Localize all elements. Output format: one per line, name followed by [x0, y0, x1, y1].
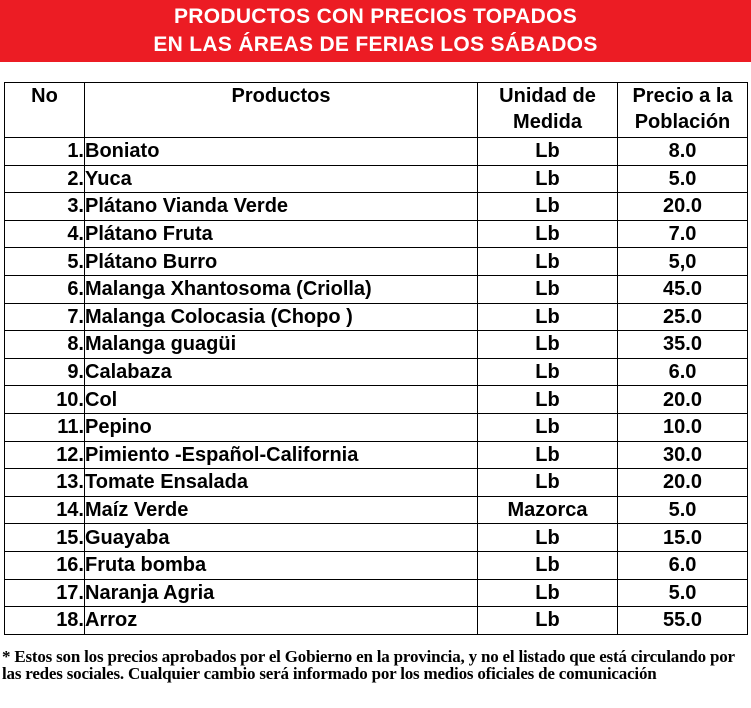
table-row [5, 469, 748, 497]
unit-of-measure: Lb [478, 524, 618, 552]
unit-of-measure: Lb [478, 579, 618, 607]
row-number: 11. [5, 413, 85, 441]
product-name: Guayaba [85, 524, 478, 552]
table-row [5, 248, 748, 276]
row-number: 1. [5, 138, 85, 166]
unit-of-measure: Lb [478, 303, 618, 331]
row-number: 12. [5, 441, 85, 469]
unit-of-measure: Mazorca [478, 496, 618, 524]
product-name: Malanga Xhantosoma (Criolla) [85, 275, 478, 303]
table-row [5, 331, 748, 359]
table-row [5, 303, 748, 331]
table-row [5, 165, 748, 193]
product-name: Naranja Agria [85, 579, 478, 607]
product-name: Yuca [85, 165, 478, 193]
table-row [5, 413, 748, 441]
row-number: 18. [5, 607, 85, 635]
table-row [5, 496, 748, 524]
table-row [5, 358, 748, 386]
table-row [5, 138, 748, 166]
unit-of-measure: Lb [478, 165, 618, 193]
unit-of-measure: Lb [478, 413, 618, 441]
table-row [5, 220, 748, 248]
product-name: Plátano Vianda Verde [85, 193, 478, 221]
price-value: 20.0 [618, 193, 748, 221]
unit-of-measure: Lb [478, 386, 618, 414]
row-number: 14. [5, 496, 85, 524]
unit-of-measure: Lb [478, 607, 618, 635]
row-number: 13. [5, 469, 85, 497]
table-row [5, 275, 748, 303]
banner-title-line1: PRODUCTOS CON PRECIOS TOPADOS [173, 5, 578, 28]
unit-of-measure: Lb [478, 138, 618, 166]
header-price-line2: Población [634, 111, 731, 133]
price-value: 6.0 [618, 551, 748, 579]
product-name: Malanga guagüi [85, 331, 478, 359]
price-value: 6.0 [618, 358, 748, 386]
row-number: 3. [5, 193, 85, 221]
unit-of-measure: Lb [478, 220, 618, 248]
row-number: 2. [5, 165, 85, 193]
title-banner [0, 0, 751, 62]
product-name: Plátano Burro [85, 248, 478, 276]
footnote: * Estos son los precios aprobados por el Gobierno en la provincia, y no el listado que está circulando por las redes sociales. Cualquier cambio será informado por los medios oficiales de comunicación [2, 647, 735, 683]
price-table [4, 82, 748, 635]
price-value: 25.0 [618, 303, 748, 331]
price-value: 20.0 [618, 469, 748, 497]
price-value: 15.0 [618, 524, 748, 552]
product-name: Pepino [85, 413, 478, 441]
table-row [5, 579, 748, 607]
price-value: 35.0 [618, 331, 748, 359]
row-number: 8. [5, 331, 85, 359]
price-value: 5.0 [618, 579, 748, 607]
product-name: Fruta bomba [85, 551, 478, 579]
table-row [5, 607, 748, 635]
product-name: Boniato [85, 138, 478, 166]
row-number: 7. [5, 303, 85, 331]
product-name: Arroz [85, 607, 478, 635]
product-name: Malanga Colocasia (Chopo ) [85, 303, 478, 331]
table-row [5, 193, 748, 221]
table-header-row [5, 83, 748, 138]
unit-of-measure: Lb [478, 248, 618, 276]
header-unit-line2: Medida [513, 111, 582, 133]
product-name: Tomate Ensalada [85, 469, 478, 497]
table-row [5, 551, 748, 579]
table-row [5, 524, 748, 552]
price-value: 5,0 [618, 248, 748, 276]
table-row [5, 386, 748, 414]
product-name: Col [85, 386, 478, 414]
header-product: Productos [85, 83, 478, 138]
product-name: Calabaza [85, 358, 478, 386]
price-value: 20.0 [618, 386, 748, 414]
header-no: No [5, 83, 85, 138]
unit-of-measure: Lb [478, 441, 618, 469]
row-number: 6. [5, 275, 85, 303]
banner-title-line2: EN LAS ÁREAS DE FERIAS LOS SÁBADOS [153, 33, 598, 56]
price-value: 5.0 [618, 496, 748, 524]
header-unit-line1: Unidad de [499, 85, 596, 107]
price-value: 45.0 [618, 275, 748, 303]
product-name: Plátano Fruta [85, 220, 478, 248]
price-value: 10.0 [618, 413, 748, 441]
header-price [618, 83, 748, 138]
row-number: 16. [5, 551, 85, 579]
unit-of-measure: Lb [478, 358, 618, 386]
header-price-line1: Precio a la [632, 85, 733, 107]
row-number: 5. [5, 248, 85, 276]
unit-of-measure: Lb [478, 275, 618, 303]
price-value: 8.0 [618, 138, 748, 166]
row-number: 15. [5, 524, 85, 552]
header-unit [478, 83, 618, 138]
price-value: 5.0 [618, 165, 748, 193]
unit-of-measure: Lb [478, 551, 618, 579]
unit-of-measure: Lb [478, 469, 618, 497]
unit-of-measure: Lb [478, 331, 618, 359]
row-number: 17. [5, 579, 85, 607]
row-number: 9. [5, 358, 85, 386]
price-value: 55.0 [618, 607, 748, 635]
row-number: 10. [5, 386, 85, 414]
row-number: 4. [5, 220, 85, 248]
price-value: 7.0 [618, 220, 748, 248]
product-name: Pimiento -Español-California [85, 441, 478, 469]
unit-of-measure: Lb [478, 193, 618, 221]
product-name: Maíz Verde [85, 496, 478, 524]
table-row [5, 441, 748, 469]
price-value: 30.0 [618, 441, 748, 469]
